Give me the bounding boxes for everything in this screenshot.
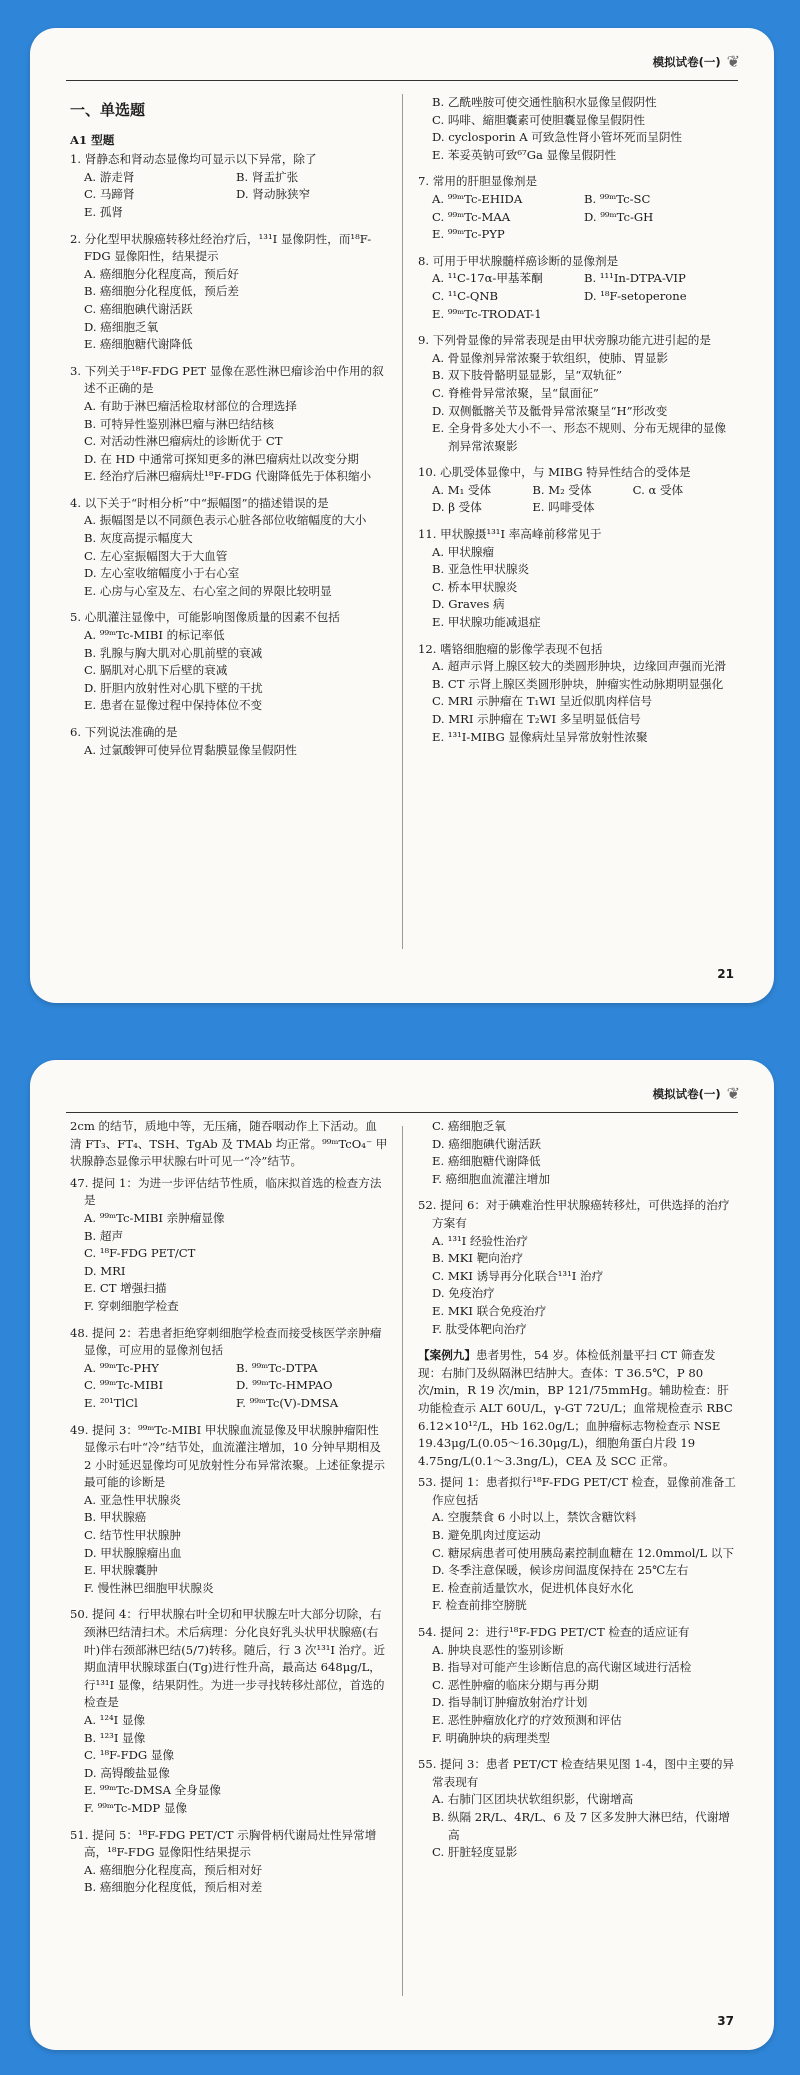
question <box>418 173 736 243</box>
answer-option: B. 可特异性鉴别淋巴瘤与淋巴结结核 <box>84 416 274 431</box>
answer-option: C. MRI 示肿瘤在 T₁WI 呈近似肌肉样信号 <box>432 694 653 709</box>
question-stem: 1. 肾静态和肾动态显像均可显示以下异常，除了 <box>70 152 317 167</box>
answer-option: E. 甲状腺囊肿 <box>84 1563 158 1578</box>
question <box>70 363 388 486</box>
answer-option: B. ⁹⁹ᵐTc-DTPA <box>236 1360 318 1375</box>
section-title: 一、单选题 <box>70 101 146 119</box>
answer-option: E. 甲状腺功能减退症 <box>432 615 541 630</box>
page-number: 37 <box>717 2014 734 2028</box>
answer-option: E. 癌细胞糖代谢降低 <box>432 1154 541 1169</box>
answer-option: A. 癌细胞分化程度高，预后好 <box>84 266 239 281</box>
question <box>70 231 388 354</box>
question <box>418 253 736 323</box>
answer-option: D. 甲状腺腺瘤出血 <box>84 1545 182 1560</box>
question-stem: 53. 提问 1：患者拟行¹⁸F-FDG PET/CT 检查，显像前准备工作应包括 <box>418 1475 736 1507</box>
answer-option: F. ⁹⁹ᵐTc(Ⅴ)-DMSA <box>236 1395 339 1410</box>
answer-option: D. 左心室收缩幅度小于右心室 <box>84 566 240 581</box>
page-header <box>653 52 740 71</box>
answer-option: B. 超声 <box>84 1228 124 1243</box>
answer-option: E. ¹³¹I-MIBG 显像病灶呈异常放射性浓聚 <box>432 729 648 744</box>
question-stem: 47. 提问 1：为进一步评估结节性质，临床拟首选的检查方法是 <box>70 1175 382 1208</box>
question-stem: 55. 提问 3：患者 PET/CT 检查结果见图 1-4，图中主要的异常表现有 <box>418 1757 735 1789</box>
page1-left-column <box>70 94 388 768</box>
answer-option: C. ⁹⁹ᵐTc-MIBI <box>84 1378 164 1393</box>
question-stem: 54. 提问 2：进行¹⁸F-FDG PET/CT 检查的适应证有 <box>418 1625 690 1640</box>
answer-option: B. 亚急性甲状腺炎 <box>432 562 530 577</box>
answer-option: A. ⁹⁹ᵐTc-EHIDA <box>432 191 523 206</box>
answer-option: A. 肿块良恶性的鉴别诊断 <box>432 1642 564 1657</box>
answer-option: E. 孤肾 <box>84 204 124 219</box>
answer-option: D. 高锝酸盐显像 <box>84 1765 170 1780</box>
answer-option: E. ²⁰¹TlCl <box>84 1395 138 1410</box>
answer-option: C. 恶性肿瘤的临床分期与再分期 <box>432 1677 599 1692</box>
answer-option: C. ¹⁸F-FDG 显像 <box>84 1748 175 1763</box>
answer-option: D. 在 HD 中通常可探知更多的淋巴瘤病灶以改变分期 <box>84 451 359 466</box>
answer-option: D. 双侧骶髂关节及骶骨异常浓聚呈“H”形改变 <box>432 403 668 418</box>
answer-option: C. 膈肌对心肌下后壁的衰减 <box>84 663 228 678</box>
answer-option: E. 全身骨多处大小不一、形态不规则、分布无规律的显像剂异常浓聚影 <box>432 421 727 453</box>
question <box>70 609 388 715</box>
question <box>418 332 736 455</box>
answer-option: A. ¹³¹I 经验性治疗 <box>432 1233 528 1248</box>
answer-option: D. 指导制订肿瘤放射治疗计划 <box>432 1695 588 1710</box>
answer-option: D. 癌细胞碘代谢活跃 <box>432 1136 542 1151</box>
question <box>70 1827 388 1897</box>
answer-option: C. 桥本甲状腺炎 <box>432 579 518 594</box>
answer-option: D. 肾动脉狭窄 <box>236 187 311 202</box>
answer-option: B. 纵隔 2R/L、4R/L、6 及 7 区多发肿大淋巴结，代谢增高 <box>432 1809 730 1842</box>
answer-option: C. ¹⁸F-FDG PET/CT <box>84 1246 196 1261</box>
page-number: 21 <box>717 967 734 981</box>
answer-option: E. 患者在显像过程中保持体位不变 <box>84 698 263 713</box>
answer-option: A. 振幅图是以不同颜色表示心脏各部位收缩幅度的大小 <box>84 513 367 528</box>
answer-option: C. ⁹⁹ᵐTc-MAA <box>432 209 511 224</box>
exam-page-1 <box>30 28 774 1003</box>
answer-option: D. Graves 病 <box>432 597 505 612</box>
page1-right-column <box>418 94 736 755</box>
answer-option: A. 有助于淋巴瘤活检取材部位的合理选择 <box>84 398 297 413</box>
answer-option: D. 免疫治疗 <box>432 1286 495 1301</box>
question <box>70 724 388 759</box>
page2-left-column <box>70 1118 388 1906</box>
answer-option: D. MRI <box>84 1263 126 1278</box>
answer-option: E. 检查前适量饮水，促进机体良好水化 <box>432 1580 634 1595</box>
answer-option: C. 吗啡、縮胆囊素可使胆囊显像呈假阴性 <box>432 112 645 127</box>
answer-option: C. 癌细胞乏氧 <box>432 1119 506 1133</box>
column-divider <box>402 94 403 949</box>
answer-option: C. 马蹄肾 <box>84 187 135 202</box>
answer-option: D. 癌细胞乏氧 <box>84 319 159 334</box>
answer-option: C. 对活动性淋巴瘤病灶的诊断优于 CT <box>84 434 283 449</box>
answer-option: E. 苯妥英钠可致⁶⁷Ga 显像呈假阴性 <box>432 147 617 162</box>
answer-option: F. 癌细胞血流灌注增加 <box>432 1171 550 1186</box>
answer-option: A. 空腹禁食 6 小时以上，禁饮含糖饮料 <box>432 1510 637 1525</box>
answer-option: A. ⁹⁹ᵐTc-MIBI 的标记率低 <box>84 628 225 643</box>
answer-option: A. 右肺门区团块状软组织影，代谢增高 <box>432 1792 634 1807</box>
question <box>70 151 388 221</box>
page2-right-column <box>418 1118 736 1871</box>
question-stem: 2. 分化型甲状腺癌转移灶经治疗后，¹³¹I 显像阴性，而¹⁸F-FDG 显像阳性，结果提示 <box>70 231 372 264</box>
answer-option: C. 肝脏轻度显影 <box>432 1845 518 1860</box>
question-stem: 9. 下列骨显像的异常表现是由甲状旁腺功能亢进引起的是 <box>418 333 711 348</box>
answer-option: E. ⁹⁹ᵐTc-PYP <box>432 227 505 242</box>
question <box>70 1606 388 1817</box>
answer-option: C. MKI 诱导再分化联合¹³¹I 治疗 <box>432 1268 604 1283</box>
answer-option: F. 明确肿块的病理类型 <box>432 1730 550 1745</box>
answer-option: C. ¹¹C-QNB <box>432 288 499 303</box>
question-stem: 51. 提问 5：¹⁸F-FDG PET/CT 示胸骨柄代谢局灶性异常增高，¹⁸F-FDG 显像阳性结果提示 <box>70 1827 377 1860</box>
answer-option: E. 心房与心室及左、右心室之间的界限比较明显 <box>84 583 332 598</box>
page-header <box>653 1084 740 1103</box>
question <box>418 526 736 632</box>
answer-option: B. M₂ 受体 <box>532 482 592 497</box>
answer-option: E. 恶性肿瘤放化疗的疗效预测和评估 <box>432 1713 622 1727</box>
question-stem: 49. 提问 3：⁹⁹ᵐTc-MIBI 甲状腺血流显像及甲状腺肿瘤阳性显像示右叶“冷”结节处，血流灌注增加，10 分钟早期相及 2 小时延迟显像均可见放射性分布异常浓聚。上述征象提示最可能的诊断是 <box>70 1422 385 1490</box>
answer-option: D. β 受体 <box>432 500 482 515</box>
answer-option: B. CT 示肾上腺区类圆形肿块，肿瘤实性动脉期明显强化 <box>432 676 724 691</box>
exam-page-2 <box>30 1060 774 2050</box>
answer-option: B. MKI 靶向治疗 <box>432 1251 524 1266</box>
answer-option: B. 灰度高提示幅度大 <box>84 531 193 546</box>
question <box>70 495 388 601</box>
question-stem: 10. 心肌受体显像中，与 MIBG 特异性结合的受体是 <box>418 465 691 480</box>
answer-option: E. MKI 联合免疫治疗 <box>432 1303 547 1318</box>
question-stem: 11. 甲状腺摄¹³¹I 率高峰前移常见于 <box>418 527 602 542</box>
answer-option: A. ⁹⁹ᵐTc-PHY <box>84 1360 159 1375</box>
question-stem: 8. 可用于甲状腺髓样癌诊断的显像剂是 <box>418 253 619 268</box>
question <box>418 641 736 747</box>
header-title: 模拟试卷(一) <box>652 54 721 69</box>
answer-option: F. ⁹⁹ᵐTc-MDP 显像 <box>84 1800 188 1815</box>
answer-option: A. 亚急性甲状腺炎 <box>84 1492 181 1507</box>
answer-option: E. 癌细胞糖代谢降低 <box>84 337 193 352</box>
case-nine <box>418 1347 736 1470</box>
answer-option: B. 癌细胞分化程度低，预后差 <box>84 284 240 299</box>
question <box>418 94 736 164</box>
answer-option: A. 甲状腺瘤 <box>432 544 495 559</box>
leaf-icon: ❦ <box>726 1084 740 1103</box>
answer-option: E. 吗啡受体 <box>532 500 595 515</box>
answer-option: A. ⁹⁹ᵐTc-MIBI 亲肿瘤显像 <box>84 1210 225 1225</box>
question-stem: 7. 常用的肝胆显像剂是 <box>418 174 538 189</box>
header-title: 模拟试卷(一) <box>652 1086 721 1101</box>
question <box>418 1624 736 1747</box>
case-label: 【案例九】 <box>418 1348 476 1363</box>
answer-option: B. 肾盂扩张 <box>236 169 299 184</box>
answer-option: B. ¹²³I 显像 <box>84 1730 146 1745</box>
answer-option: B. 指导对可能产生诊断信息的高代谢区域进行活检 <box>432 1660 692 1675</box>
case-continuation: 2cm 的结节，质地中等，无压痛，随吞咽动作上下活动。血清 FT₃、FT₄、TSH、TgAb 及 TMAb 均正常。⁹⁹ᵐTcO₄⁻ 甲状腺静态显像示甲状腺右叶可见一“冷”结节。 <box>70 1119 388 1169</box>
question-stem: 48. 提问 2：若患者拒绝穿刺细胞学检查而接受核医学亲肿瘤显像，可应用的显像剂包括 <box>70 1325 382 1358</box>
answer-option: A. 超声示肾上腺区较大的类圆形肿块，边缘回声强而光滑 <box>432 659 726 674</box>
question <box>70 1175 388 1316</box>
answer-option: A. ¹¹C-17α-甲基苯酮 <box>432 271 543 286</box>
answer-option: D. ⁹⁹ᵐTc-HMPAO <box>236 1378 333 1393</box>
answer-option: A. M₁ 受体 <box>432 482 492 497</box>
answer-option: C. 结节性甲状腺肿 <box>84 1528 181 1543</box>
answer-option: F. 检查前排空膀胱 <box>432 1598 527 1613</box>
answer-option: B. 乙酰唑胺可使交通性脑积水显像呈假阴性 <box>432 95 657 109</box>
case-text: 患者男性，54 岁。体检低剂量平扫 CT 筛查发现：右肺门及纵隔淋巴结肿大。查体：T 36.5℃，P 80 次/min，R 19 次/min，BP 121/75mmHg。辅助检查：肝功能检查示 ALT 60U/L，γ-GT 72U/L；血常规检查示 RBC 6.12×10¹²/L，Hb 162.0g/L；血肿瘤标志物检查示 NSE 19.43μg/L(0.05～16.30μg/L)，细胞角蛋白片段 19 4.75ng/L(0.1～3.3ng/L)，CEA 及 SCC 正常。 <box>418 1348 733 1468</box>
answer-option: A. 过氯酸钾可使异位胃黏膜显像呈假阴性 <box>84 742 297 757</box>
answer-option: B. 乳腺与胸大肌对心肌前壁的衰减 <box>84 645 263 660</box>
answer-option: A. 癌细胞分化程度高，预后相对好 <box>84 1862 263 1877</box>
answer-option: E. 经治疗后淋巴瘤病灶¹⁸F-FDG 代谢降低先于体积缩小 <box>84 469 372 484</box>
question <box>70 1422 388 1598</box>
answer-option: D. cyclosporin A 可致急性肾小管坏死而呈阴性 <box>432 130 683 145</box>
answer-option: D. ¹⁸F-setoperone <box>584 288 687 303</box>
question-stem: 50. 提问 4：行甲状腺右叶全切和甲状腺左叶大部分切除，右颈淋巴结清扫术。术后病理：分化良好乳头状甲状腺癌(右叶)伴右颈部淋巴结(5/7)转移。随后，行 3 次¹³¹I 治疗。近期血清甲状腺球蛋白(Tg)进行性升高，最高达 648μg/L，行¹³¹I 显像，结果阴性。为进一步寻找转移灶部位，首选的检查是 <box>70 1607 386 1710</box>
answer-option: A. 骨显像剂异常浓聚于软组织，使肺、胃显影 <box>432 350 669 365</box>
answer-option: C. 癌细胞碘代谢活跃 <box>84 301 193 316</box>
answer-option: C. 脊椎骨异常浓聚，呈“鼠面征” <box>432 385 599 400</box>
question <box>70 1325 388 1413</box>
question-stem: 6. 下列说法准确的是 <box>70 725 178 739</box>
answer-option: D. MRI 示肿瘤在 T₂WI 多呈明显低信号 <box>432 712 641 726</box>
answer-option: E. ⁹⁹ᵐTc-TRODAT-1 <box>432 306 542 321</box>
answer-option: C. α 受体 <box>632 482 684 497</box>
subsection-title: A1 型题 <box>70 132 115 147</box>
question-stem: 5. 心肌灌注显像中，可能影响图像质量的因素不包括 <box>70 610 340 625</box>
question <box>418 1197 736 1338</box>
question <box>418 1118 736 1188</box>
answer-option: E. ⁹⁹ᵐTc-DMSA 全身显像 <box>84 1783 222 1798</box>
answer-option: E. CT 增强扫描 <box>84 1281 167 1296</box>
question <box>418 464 736 517</box>
answer-option: A. 游走肾 <box>84 169 135 184</box>
answer-option: B. 癌细胞分化程度低，预后相对差 <box>84 1880 263 1895</box>
answer-option: C. 左心室振幅图大于大血管 <box>84 548 228 563</box>
answer-option: B. ⁹⁹ᵐTc-SC <box>584 191 651 206</box>
question-stem: 52. 提问 6：对于碘难治性甲状腺癌转移灶，可供选择的治疗方案有 <box>418 1198 730 1230</box>
answer-option: F. 肽受体靶向治疗 <box>432 1321 527 1336</box>
header-rule <box>66 80 738 81</box>
answer-option: D. ⁹⁹ᵐTc-GH <box>584 209 654 224</box>
question-stem: 12. 嗜铬细胞瘤的影像学表现不包括 <box>418 641 603 656</box>
header-rule <box>66 1112 738 1113</box>
leaf-icon: ❦ <box>726 52 740 71</box>
answer-option: B. 甲状腺癌 <box>84 1510 147 1525</box>
answer-option: F. 穿刺细胞学检查 <box>84 1298 179 1313</box>
column-divider <box>402 1126 403 1996</box>
answer-option: D. 冬季注意保暖，候诊房间温度保持在 25℃左右 <box>432 1563 689 1578</box>
answer-option: B. 避免肌肉过度运动 <box>432 1528 541 1543</box>
answer-option: A. ¹²⁴I 显像 <box>84 1713 146 1727</box>
question-stem: 4. 以下关于“时相分析”中“振幅图”的描述错误的是 <box>70 495 329 510</box>
answer-option: D. 肝胆内放射性对心肌下壁的干扰 <box>84 680 263 695</box>
answer-option: B. ¹¹¹In-DTPA-VIP <box>584 271 686 286</box>
question <box>418 1474 736 1615</box>
question <box>418 1756 736 1862</box>
answer-option: F. 慢性淋巴细胞甲状腺炎 <box>84 1580 214 1595</box>
answer-option: C. 糖尿病患者可使用胰岛素控制血糖在 12.0mmol/L 以下 <box>432 1545 734 1560</box>
answer-option: B. 双下肢骨骼明显显影，呈“双轨征” <box>432 368 623 383</box>
question-stem: 3. 下列关于¹⁸F-FDG PET 显像在恶性淋巴瘤诊治中作用的叙述不正确的是 <box>70 363 384 396</box>
